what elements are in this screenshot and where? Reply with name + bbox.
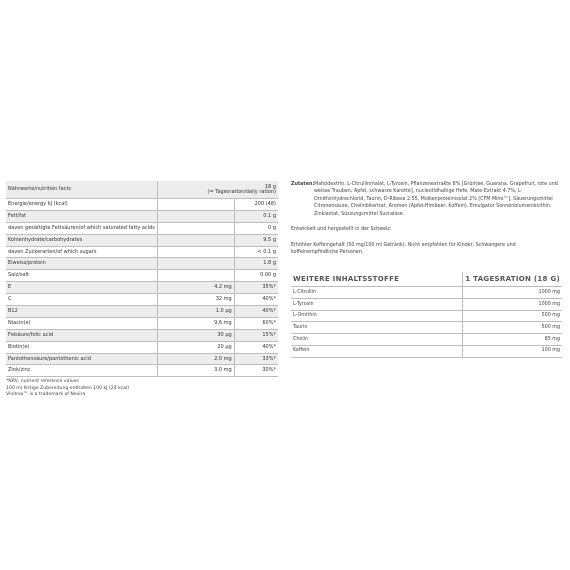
- nutrition-row-label: Folsäure/folic acid: [6, 329, 157, 341]
- nutrition-row-amount: 3.0 mg: [157, 365, 234, 377]
- nutrition-row-ration: 40%*: [234, 306, 278, 318]
- nutrition-row: [6, 222, 278, 234]
- nutrition-row: [6, 270, 278, 282]
- nutrition-row: [6, 365, 278, 377]
- nutrition-row: [6, 353, 278, 365]
- nutrition-header-label: Nährwerte/nutrition facts: [6, 181, 157, 199]
- nutrition-row-amount: [157, 222, 234, 234]
- nutrition-row-amount: [157, 199, 234, 211]
- additional-ingredient-row: [291, 299, 562, 311]
- ingredients-text: Maltodextrin, L-Citrullinmalat, L-Tyrosin, Pflanzenextrakte 8% [Grüntee, Guarana, Grapefruit, rote und weisse Trauben, Apfel, schwarze Karotte], nucleotidhaltige Hefe, Mate-Extrakt 4.7%, L-Ornithinhydrochlorid, Taurin, D-Ribose 2.55, Molkenproteinisolat 2% [CFM Mine™], Säuerungsmittel Citronensäure, Cholinbitartrat, Aromen (Apfel-Himbeer, Koffein), Emulgator Sonnenblumenlecithin, Zinklactat, Süssungsmittel Sucralose.: [314, 182, 558, 217]
- additional-ingredient-row: [291, 334, 562, 346]
- nutrition-row-ration: 33%*: [234, 353, 278, 365]
- nutrition-row-label: Zink/zinc: [6, 365, 157, 377]
- nutrition-row-amount: [157, 210, 234, 222]
- nutrition-row-label: C: [6, 294, 157, 306]
- additional-row-value: 1000 mg: [463, 287, 562, 299]
- nutrition-row-amount: 9.6 mg: [157, 317, 234, 329]
- additional-row-name: Koffein: [291, 345, 463, 357]
- nutrition-row-amount: 20 µg: [157, 341, 234, 353]
- nutrition-row-label: Kohlenhydrate/carbohydrates: [6, 234, 157, 246]
- nutrition-notes: [6, 379, 278, 398]
- nutrition-row-ration: 60%*: [234, 317, 278, 329]
- nutrition-row: [6, 294, 278, 306]
- additional-ingredient-row: [291, 287, 562, 299]
- nutrition-header-ration: (= Tagesration/daily ration): [207, 188, 276, 195]
- additional-row-value: 85 mg: [463, 334, 562, 346]
- nutrition-row-label: davon Zuckerarten/of which sugars: [6, 246, 157, 258]
- nutrition-row-label: E: [6, 282, 157, 294]
- additional-ingredient-row: [291, 345, 562, 357]
- additional-header-name: WEITERE INHALTSSTOFFE: [291, 272, 463, 287]
- ingredients-label: Zutaten:: [291, 182, 315, 187]
- caffeine-warning: Erhöhter Koffeingehalt (50 mg/100 ml Getränk). Nicht empfohlen für Kinder, Schwangere und koffeinempfindliche Personen.: [291, 242, 516, 255]
- additional-row-value: 500 mg: [463, 322, 562, 334]
- ingredients-block: [291, 181, 562, 218]
- note-nrv: *NRV, nutrient reference values: [6, 379, 79, 385]
- nutrition-row-amount: 4.2 mg: [157, 282, 234, 294]
- nutrition-row-ration: 30%*: [234, 365, 278, 377]
- nutrition-row-ration: 40%*: [234, 341, 278, 353]
- nutrition-row: [6, 317, 278, 329]
- nutrition-row-label: Energie/energy kJ (kcal): [6, 199, 157, 211]
- additional-ingredients-table: [291, 272, 562, 357]
- note-preparation: 100 ml fertige Zubereitung enthalten 100 kJ (24 kcal): [6, 385, 130, 391]
- additional-ingredient-row: [291, 322, 562, 334]
- nutrition-row-amount: [157, 246, 234, 258]
- nutrition-row-ration: 40%*: [234, 294, 278, 306]
- nutrition-row-label: Niacin(e): [6, 317, 157, 329]
- nutrition-row: [6, 306, 278, 318]
- nutrition-row-ration: 0.00 g: [234, 270, 278, 282]
- additional-ingredients-header: [291, 272, 562, 287]
- nutrition-row-amount: 1.0 µg: [157, 306, 234, 318]
- nutrition-row-label: Biotin(e): [6, 341, 157, 353]
- nutrition-row: [6, 246, 278, 258]
- nutrition-row-label: davon gesättigte Fettsäuren/of which saturated fatty acids: [6, 222, 157, 234]
- additional-ingredient-row: [291, 310, 562, 322]
- additional-row-name: L-Tyrosin: [291, 299, 463, 311]
- nutrition-row-label: Pantothensäure/pantothenic acid: [6, 353, 157, 365]
- nutrition-row: [6, 234, 278, 246]
- nutrition-row-ration: 0 g: [234, 222, 278, 234]
- swiss-made-note: Entwickelt und hergestellt in der Schweiz.: [291, 227, 392, 233]
- nutrition-row: [6, 329, 278, 341]
- nutrition-row-ration: 1.8 g: [234, 258, 278, 270]
- nutrition-row-ration: 9.5 g: [234, 234, 278, 246]
- additional-header-value: 1 TAGESRATION (18 G): [463, 272, 562, 287]
- nutrition-row-label: B12: [6, 306, 157, 318]
- nutrition-row-label: Fett/fat: [6, 210, 157, 222]
- nutrition-row-ration: 200 (48): [234, 199, 278, 211]
- nutrition-row-amount: [157, 234, 234, 246]
- nutrition-row-amount: 30 µg: [157, 329, 234, 341]
- nutrition-header-grams: 18 g: [264, 183, 276, 190]
- nutrition-row-ration: < 0.1 g: [234, 246, 278, 258]
- nutrition-row-amount: 2.0 mg: [157, 353, 234, 365]
- nutrition-row-amount: 32 mg: [157, 294, 234, 306]
- nutrition-table-header: [6, 181, 278, 199]
- nutrition-row-amount: [157, 258, 234, 270]
- nutrition-row: [6, 282, 278, 294]
- additional-row-name: L-Citrullin: [291, 287, 463, 299]
- additional-row-value: 500 mg: [463, 310, 562, 322]
- additional-row-name: Cholin: [291, 334, 463, 346]
- nutrition-row-ration: 15%*: [234, 329, 278, 341]
- nutrition-table: [6, 181, 278, 377]
- nutrition-row-ration: 0.1 g: [234, 210, 278, 222]
- nutrition-facts-panel: [6, 181, 278, 398]
- nutrition-row-amount: [157, 270, 234, 282]
- nutrition-row: [6, 210, 278, 222]
- nutrition-header-amount: [157, 181, 278, 199]
- additional-row-value: 1000 mg: [463, 299, 562, 311]
- ingredients-panel: [291, 181, 562, 358]
- nutrition-row: [6, 341, 278, 353]
- additional-row-name: L-Ornithin: [291, 310, 463, 322]
- note-trademark: Vinitrox™ is a trademark of Nexira: [6, 391, 86, 397]
- nutrition-row-label: Salz/salt: [6, 270, 157, 282]
- additional-row-value: 100 mg: [463, 345, 562, 357]
- nutrition-row: [6, 258, 278, 270]
- nutrition-row-label: Eiweiss/protein: [6, 258, 157, 270]
- nutrition-row: [6, 199, 278, 211]
- additional-row-name: Taurin: [291, 322, 463, 334]
- nutrition-row-ration: 35%*: [234, 282, 278, 294]
